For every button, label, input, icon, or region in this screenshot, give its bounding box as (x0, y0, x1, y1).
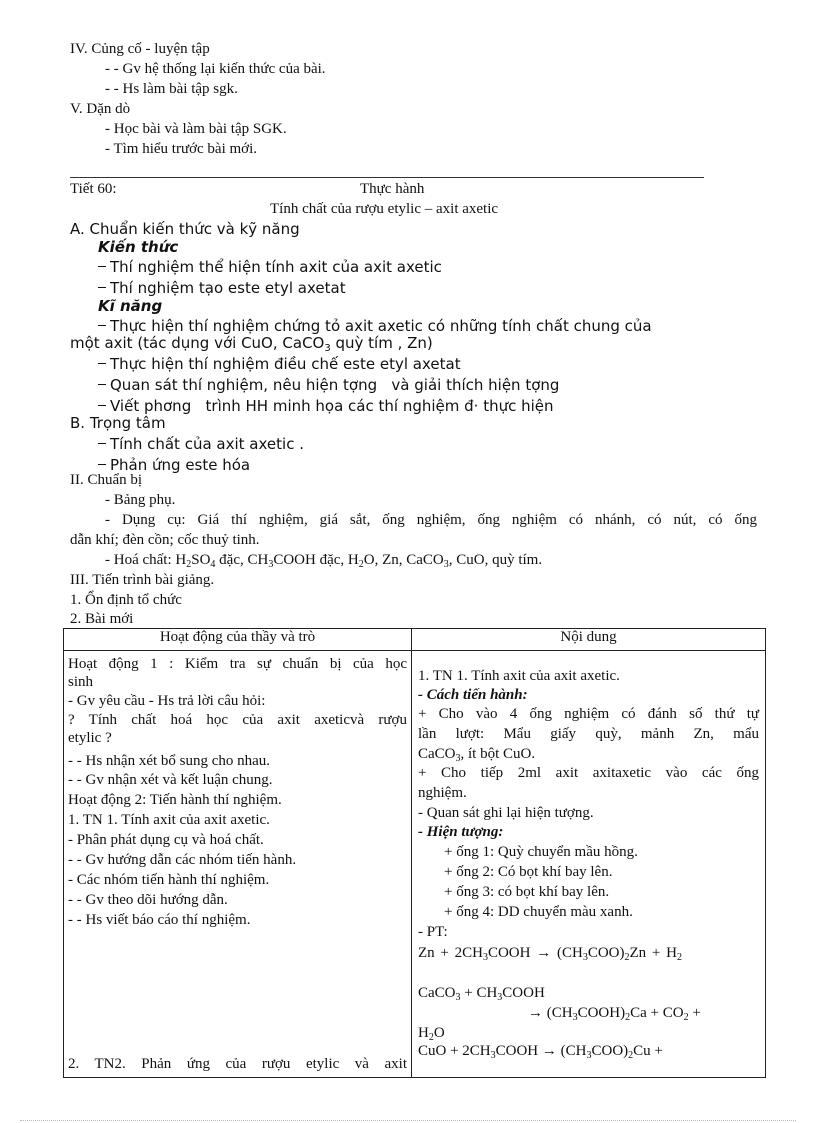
knowledge-item-1: Thí nghiệm thể hiện tính axit của axit axetic (98, 258, 442, 276)
left-line-5: etylic ? (68, 730, 112, 746)
skill-item-2: Thực hiện thí nghiệm điều chế este etyl axetat (98, 355, 461, 373)
right-line-14: - PT: (418, 924, 448, 940)
prep-item-2a: - Dụng cụ: Giá thí nghiệm, giá sắt, ống nghiệm, ống nghiệm có nhánh, có nút, có ống (105, 512, 757, 528)
right-line-2: - Cách tiến hành: (418, 687, 528, 703)
prep-title: II. Chuẩn bị (70, 472, 143, 488)
lesson-type: Thực hành (360, 181, 425, 197)
right-line-9: - Hiện tượng: (418, 824, 504, 840)
equation-2b: → $(CH_3COOH)_2Ca + CO_2$ + (528, 1005, 701, 1023)
prep-item-2b: dẫn khí; đèn cồn; cốc thuỷ tinh. (70, 532, 260, 548)
left-line-8: Hoạt động 2: Tiến hành thí nghiệm. (68, 792, 282, 808)
lesson-title: Tính chất của rượu etylic – axit axetic (270, 201, 499, 217)
skill-item-1b: một axit (tác dụng với CuO, CaCO$_3$ quỳ tím , Zn) (70, 334, 433, 354)
divider (70, 177, 704, 178)
equation-3: CuO + $2CH_3COOH \to (CH_3COO)_2Cu$ + (418, 1043, 663, 1061)
section-a-title: A. Chuẩn kiến thức và kỹ năng (70, 220, 300, 238)
process-step-2: 2. Bài mới (70, 611, 134, 627)
left-column (64, 651, 412, 1078)
lesson-number: Tiết 60: (70, 181, 117, 197)
left-line-10: - Phân phát dụng cụ và hoá chất. (68, 832, 264, 848)
right-line-10: + ống 1: Quỳ chuyển mầu hồng. (444, 844, 638, 860)
right-line-13: + ống 4: DD chuyển màu xanh. (444, 904, 633, 920)
equation-2a: CaCO$_3$ + $CH_3COOH$ (418, 985, 545, 1003)
section-iv-line-2: - - Hs làm bài tập sgk. (105, 81, 238, 97)
section-iv-title: IV. Củng cố - luyện tập (70, 41, 210, 57)
left-line-15: 2. TN2. Phản ứng của rượu etylic và axit (68, 1056, 407, 1072)
left-line-4: ? Tính chất hoá học của axit axeticvà rượu (68, 712, 407, 728)
right-line-12: + ống 3: có bọt khí bay lên. (444, 884, 610, 900)
left-line-2: sinh (68, 674, 94, 690)
left-line-9: 1. TN 1. Tính axit của axit axetic. (68, 812, 270, 828)
skill-item-4: Viết phơng trình HH minh họa các thí nghiệm đ· thực hiện (98, 397, 554, 415)
equation-1: $Zn + 2CH_3COOH \to (CH_3COO)_2Zn + H_2$ (418, 945, 682, 963)
right-line-8: - Quan sát ghi lại hiện tượng. (418, 805, 594, 821)
right-line-11: + ống 2: Có bọt khí bay lên. (444, 864, 613, 880)
knowledge-item-2: Thí nghiệm tạo este etyl axetat (98, 279, 346, 297)
skills-label: Kĩ năng (98, 297, 163, 315)
prep-item-3: - Hoá chất: $H_2SO_4$ đặc, $CH_3COOH$ đặc, $H_2O$, Zn, CaCO$_3$, CuO, quỳ tím. (105, 552, 543, 570)
page-bottom-border (20, 1120, 796, 1121)
right-line-6: + Cho tiếp 2ml axit axitaxetic vào các ống (418, 765, 759, 781)
process-title: III. Tiến trình bài giảng. (70, 572, 215, 588)
left-line-11: - - Gv hướng dẫn các nhóm tiến hành. (68, 852, 297, 868)
right-column (412, 651, 766, 1078)
right-line-7: nghiệm. (418, 785, 467, 801)
col1-header: Hoạt động của thầy và trò (64, 629, 412, 651)
knowledge-label: Kiến thức (98, 238, 179, 256)
left-line-7: - - Gv nhận xét và kết luận chung. (68, 772, 273, 788)
left-line-1: Hoạt động 1 : Kiểm tra sự chuẩn bị của học (68, 656, 407, 672)
left-line-3: - Gv yêu cầu - Hs trả lời câu hỏi: (68, 693, 266, 709)
left-line-14: - - Hs viết báo cáo thí nghiệm. (68, 912, 251, 928)
right-line-3: + Cho vào 4 ống nghiệm có đánh số thứ tự (418, 706, 759, 722)
prep-item-1: - Bảng phụ. (105, 492, 176, 508)
right-line-4: lần lượt: Mẩu giấy quỳ, mảnh Zn, mẩu (418, 726, 759, 742)
section-v-line-2: - Tìm hiểu trước bài mới. (105, 141, 258, 157)
skill-item-1a: Thực hiện thí nghiệm chứng tỏ axit axetic có những tính chất chung của (98, 317, 652, 335)
left-line-13: - - Gv theo dõi hướng dẫn. (68, 892, 228, 908)
right-line-1: 1. TN 1. Tính axit của axit axetic. (418, 668, 620, 684)
focus-item-2: Phản ứng este hóa (98, 456, 250, 474)
left-line-12: - Các nhóm tiến hành thí nghiệm. (68, 872, 270, 888)
section-iv-line-1: - - Gv hệ thống lại kiến thức của bài. (105, 61, 326, 77)
section-v-line-1: - Học bài và làm bài tập SGK. (105, 121, 287, 137)
col2-header: Nội dung (412, 629, 766, 651)
equation-2c: $H_2O$ (418, 1025, 445, 1043)
section-v-title: V. Dặn dò (70, 101, 131, 117)
section-b-title: B. Trọng tâm (70, 414, 166, 432)
focus-item-1: Tính chất của axit axetic . (98, 435, 304, 453)
right-line-5: CaCO$_3$, ít bột CuO. (418, 746, 536, 764)
skill-item-3: Quan sát thí nghiệm, nêu hiện tợng và giải thích hiện tợng (98, 376, 559, 394)
left-line-6: - - Hs nhận xét bổ sung cho nhau. (68, 753, 271, 769)
activity-table (63, 628, 766, 1078)
process-step-1: 1. Ổn định tổ chức (70, 592, 182, 608)
